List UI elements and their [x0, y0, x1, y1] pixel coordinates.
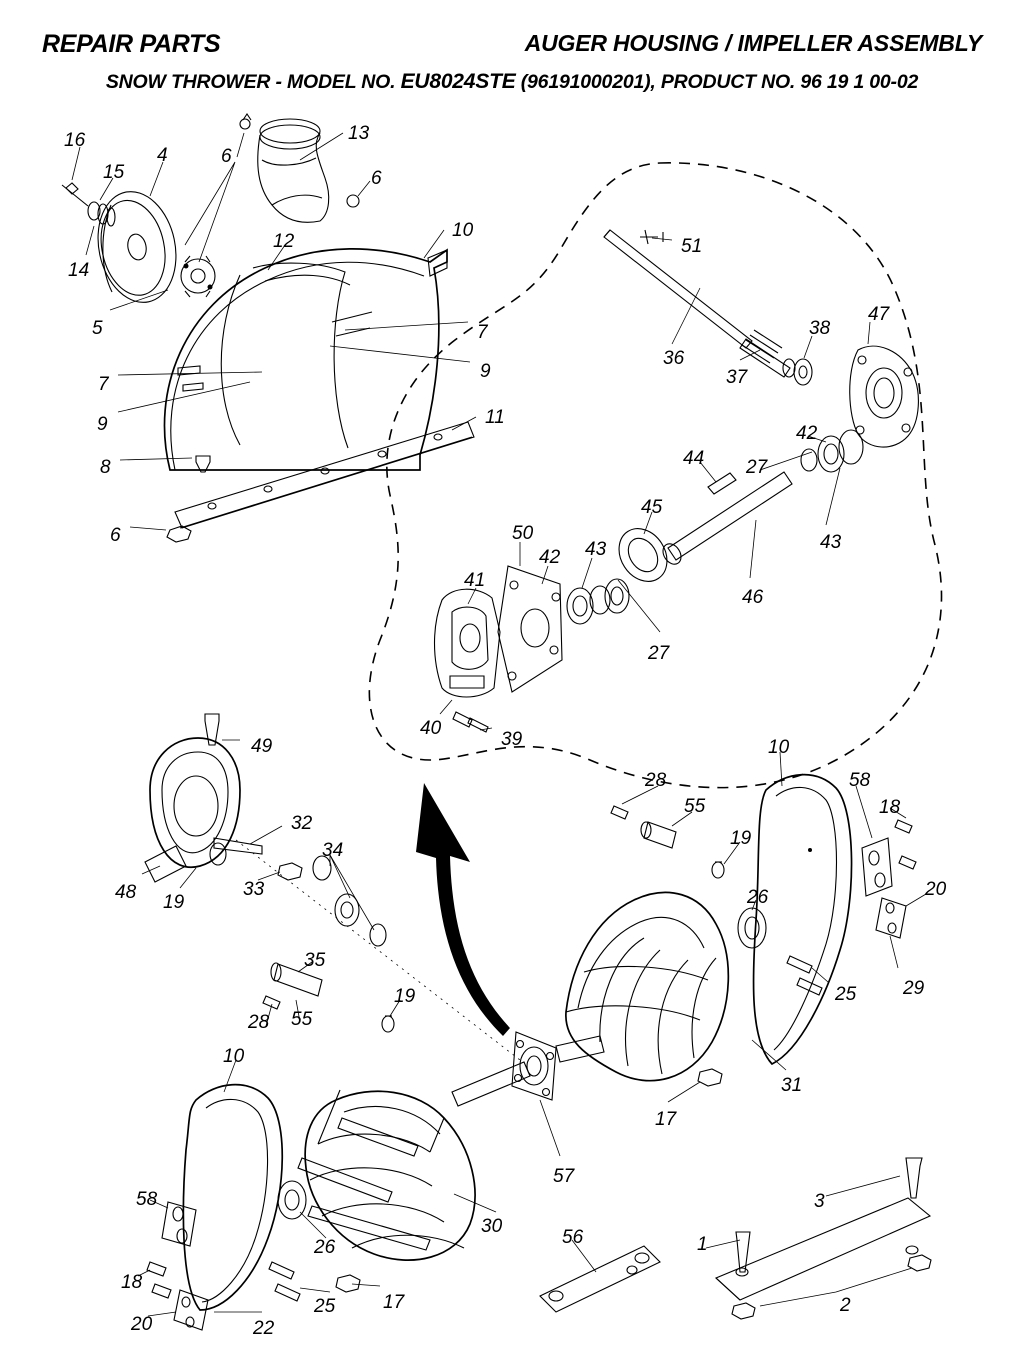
callout-26-b: 26	[314, 1237, 336, 1258]
callout-10-b: 10	[768, 737, 790, 758]
assembly-title: AUGER HOUSING / IMPELLER ASSEMBLY	[524, 30, 982, 56]
callout-10-a: 10	[452, 220, 474, 241]
callout-9-a: 9	[480, 361, 491, 382]
callout-46: 46	[742, 587, 764, 608]
callout-41: 41	[464, 570, 486, 591]
callout-35: 35	[304, 950, 326, 971]
callout-20-a: 20	[925, 879, 947, 900]
callout-36: 36	[663, 348, 685, 369]
callout-15: 15	[103, 162, 125, 183]
callout-39: 39	[501, 729, 523, 750]
callout-28-b: 28	[248, 1012, 270, 1033]
callout-3: 3	[814, 1191, 825, 1212]
callout-9-b: 9	[97, 414, 108, 435]
group-left-gearcase	[142, 714, 523, 1060]
callout-58-b: 58	[136, 1189, 158, 1210]
callout-19-a: 19	[730, 828, 752, 849]
callout-34: 34	[322, 840, 344, 861]
group-auger-housing-top	[118, 230, 476, 542]
callout-25-b: 25	[314, 1296, 336, 1317]
group-left-auger-assembly	[138, 1032, 560, 1330]
callout-5: 5	[92, 318, 103, 339]
callout-29: 29	[903, 978, 925, 999]
callout-45: 45	[641, 497, 663, 518]
callout-56: 56	[562, 1227, 584, 1248]
callout-25-a: 25	[835, 984, 857, 1005]
callout-47: 47	[868, 304, 890, 325]
callout-40: 40	[420, 718, 442, 739]
callout-8: 8	[100, 457, 111, 478]
model-number: EU8024STE	[400, 70, 516, 93]
callout-18-b: 18	[121, 1272, 143, 1293]
callout-6-a: 6	[221, 146, 232, 167]
callout-10-c: 10	[223, 1046, 245, 1067]
callout-17-b: 17	[383, 1292, 405, 1313]
callout-26-a: 26	[747, 887, 769, 908]
callout-55-a: 55	[684, 796, 706, 817]
callout-6-c: 6	[110, 525, 121, 546]
callout-13: 13	[348, 123, 370, 144]
callout-12: 12	[273, 231, 295, 252]
callout-42-a: 42	[796, 423, 818, 444]
callout-43-b: 43	[585, 539, 607, 560]
subtitle-suffix: (96191000201), PRODUCT NO. 96 19 1 00-02	[520, 71, 919, 93]
callout-38: 38	[809, 318, 831, 339]
callout-48: 48	[115, 882, 137, 903]
page-title: REPAIR PARTS	[42, 30, 221, 58]
callout-27-a: 27	[746, 457, 768, 478]
callout-37: 37	[726, 367, 748, 388]
callout-51: 51	[681, 236, 703, 257]
subtitle-prefix: SNOW THROWER - MODEL NO.	[105, 71, 396, 93]
callout-19-c: 19	[394, 986, 416, 1007]
group-pulley	[62, 147, 235, 310]
callout-58-a: 58	[849, 770, 871, 791]
callout-18-a: 18	[879, 797, 901, 818]
callout-57: 57	[553, 1166, 575, 1187]
group-auger-shaft-right	[609, 430, 863, 632]
callout-17-a: 17	[655, 1109, 677, 1130]
group-impeller-shaft	[604, 230, 918, 447]
callout-20-b: 20	[131, 1314, 153, 1335]
callout-19-b: 19	[163, 892, 185, 913]
callout-55-b: 55	[291, 1009, 313, 1030]
callout-27-b: 27	[648, 643, 670, 664]
callout-32: 32	[291, 813, 313, 834]
callout-49: 49	[251, 736, 273, 757]
callout-14: 14	[68, 260, 90, 281]
callout-43-a: 43	[820, 532, 842, 553]
callout-4: 4	[157, 145, 168, 166]
callout-31: 31	[781, 1075, 803, 1096]
callout-1: 1	[697, 1234, 708, 1255]
callout-50: 50	[512, 523, 534, 544]
group-skid-bars	[540, 1158, 931, 1319]
callout-7-a: 7	[477, 322, 488, 343]
callout-42-b: 42	[539, 547, 561, 568]
callout-22: 22	[253, 1318, 275, 1339]
callout-33: 33	[243, 879, 265, 900]
callout-6-b: 6	[371, 168, 382, 189]
callout-16: 16	[64, 130, 86, 151]
callout-2: 2	[840, 1295, 851, 1316]
callout-30: 30	[481, 1216, 503, 1237]
callout-7-b: 7	[98, 374, 109, 395]
group-right-auger-assembly	[556, 752, 926, 1102]
callout-44: 44	[683, 448, 705, 469]
callout-28-a: 28	[645, 770, 667, 791]
callout-11: 11	[485, 407, 505, 428]
